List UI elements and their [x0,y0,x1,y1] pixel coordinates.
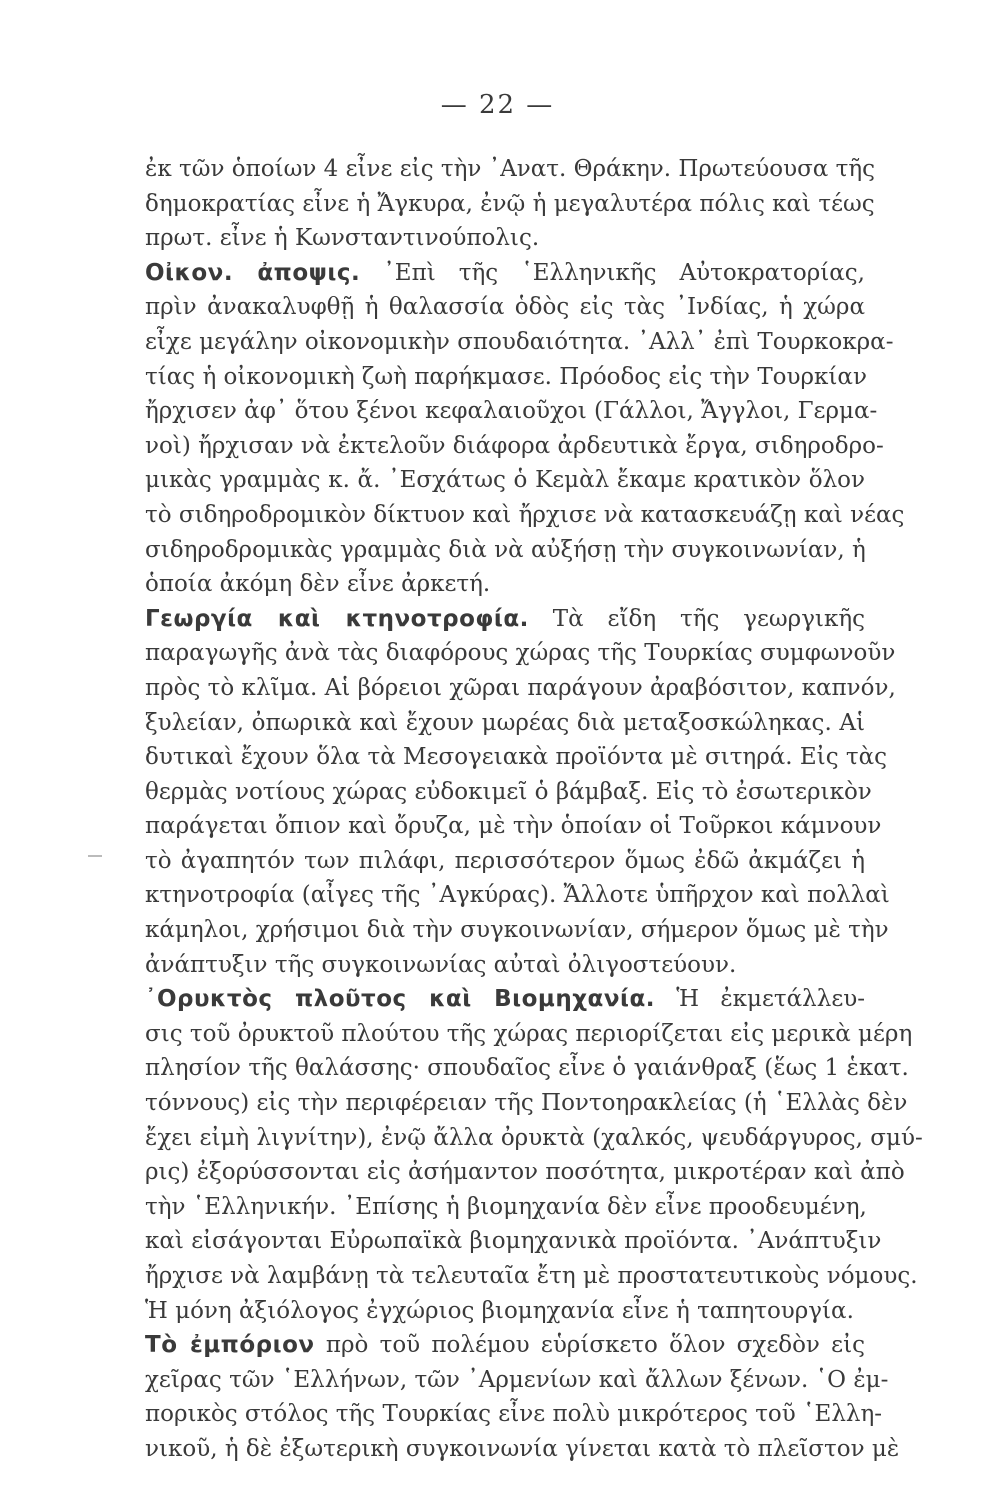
text-line [145,1259,918,1294]
line-text: πρὸς τὸ κλῖμα. Αἱ βόρειοι χῶραι παράγουν ἀραβόσιτον, καπνόν, [145,674,896,701]
line-text: παραγωγῆς ἀνὰ τὰς διαφόρους χώρας τῆς Τουρκίας συμφωνοῦν [145,640,896,667]
line-text: ἀνάπτυξιν τῆς συγκοινωνίας αὐταὶ ὀλιγοστεύουν. [145,951,737,978]
text-line [145,602,865,637]
line-text: τὸ σιδηροδρομικὸν δίκτυον καὶ ἤρχισε νὰ κατασκευάζῃ καὶ νέας [145,501,905,528]
line-text: δημοκρατίας εἶνε ἡ Ἄγκυρα, ἐνῷ ἡ μεγαλυτέρα πόλις καὶ τέως [145,190,875,217]
text-line [145,567,865,602]
section-heading: Γεωργία καὶ κτηνοτροφία. [145,605,529,632]
line-text: παράγεται ὄπιον καὶ ὄρυζα, μὲ τὴν ὁποίαν οἱ Τοῦρκοι κάμνουν [145,813,882,840]
text-line [145,533,865,568]
line-text: χεῖρας τῶν ῾Ελλήνων, τῶν ᾿Αρμενίων καὶ ἄλλων ξένων. ῾Ο ἐμ- [145,1366,889,1393]
text-line [145,775,872,810]
text-line [145,498,905,533]
text-line [145,948,865,983]
text-line [145,1121,923,1156]
line-text: ρις) ἐξορύσσονται εἰς ἀσήμαντον ποσότητα, μικροτέραν καὶ ἀπὸ [145,1159,905,1186]
line-text: καὶ εἰσάγονται Εὐρωπαϊκὰ βιομηχανικὰ προϊόντα. ᾿Ανάπτυξιν [145,1228,882,1255]
page-number: — 22 — [440,90,555,120]
line-text: τόννους) εἰς τὴν περιφέρειαν τῆς Ποντοηρακλείας (ἡ ῾Ελλὰς δὲν [145,1090,908,1117]
text-line [145,256,865,291]
line-text: Ἡ ἐκμετάλλευ- [655,986,866,1013]
line-text: ἤρχισε νὰ λαμβάνῃ τὰ τελευταῖα ἔτη μὲ προστατευτικοὺς νόμους. [145,1263,918,1289]
line-text: εἶχε μεγάλην οἰκονομικὴν σπουδαιότητα. ᾿Αλλ᾿ ἐπὶ Τουρκοκρα- [145,328,894,355]
line-text: Τὰ εἴδη τῆς γεωργικῆς [528,605,865,632]
text-line [145,1086,908,1121]
text-line [145,152,876,187]
line-text: κάμηλοι, χρήσιμοι διὰ τὴν συγκοινωνίαν, σήμερον ὅμως μὲ τὴν [145,917,889,944]
text-line [145,809,882,844]
section-heading: Τὸ ἐμπόριον [145,1332,315,1359]
text-line [145,671,896,706]
section-heading: ᾿Ορυκτὸς πλοῦτος καὶ Βιομηχανία. [145,986,656,1013]
line-text: ᾿Επὶ τῆς ῾Ελληνικῆς Αὐτοκρατορίας, [360,259,865,286]
line-text: τὸ ἀγαπητόν των πιλάφι, περισσότερον ὅμως ἐδῶ ἀκμάζει ἡ [145,847,865,874]
text-line [145,1017,913,1052]
text-line [145,1224,882,1259]
line-text: σις τοῦ ὀρυκτοῦ πλούτου τῆς χώρας περιορίζεται εἰς μερικὰ μέρη [145,1020,913,1047]
line-text: νικοῦ, ἡ δὲ ἐξωτερικὴ συγκοινωνία γίνεται κατὰ τὸ πλεῖστον μὲ [145,1435,900,1462]
line-text: νοὶ) ἤρχισαν νὰ ἐκτελοῦν διάφορα ἀρδευτικὰ ἔργα, σιδηροδρο- [145,432,884,459]
text-line [145,1363,889,1398]
line-text: πρωτ. εἶνε ἡ Κωνσταντινούπολις. [145,225,540,252]
text-line [145,636,896,671]
text-line [145,706,865,741]
line-text: Ἡ μόνη ἀξιόλογος ἐγχώριος βιομηχανία εἶνε ἡ ταπητουργία. [145,1297,854,1324]
line-text: πορικὸς στόλος τῆς Τουρκίας εἶνε πολὺ μικρότερος τοῦ ῾Ελλη- [145,1401,883,1428]
line-text: ἐκ τῶν ὁποίων 4 εἶνε εἰς τὴν ᾿Ανατ. Θράκην. Πρωτεύουσα τῆς [145,156,876,182]
line-text: μικὰς γραμμὰς κ. ἄ. ᾿Εσχάτως ὁ Κεμὰλ ἔκαμε κρατικὸν ὅλον [145,467,865,494]
section-heading: Οἰκον. ἀποψις. [145,259,361,286]
text-line [145,1397,883,1432]
line-text: θερμὰς νοτίους χώρας εὐδοκιμεῖ ὁ βάμβαξ. Εἰς τὸ ἐσωτερικὸν [145,778,872,805]
line-text: ξυλείαν, ὀπωρικὰ καὶ ἔχουν μωρέας διὰ μεταξοσκώληκας. Αἱ [145,709,865,736]
text-line [145,463,865,498]
line-text: ἤρχισεν ἀφ᾿ ὅτου ξένοι κεφαλαιοῦχοι (Γάλλοι, Ἄγγλοι, Γερμα- [145,398,878,425]
text-line [145,360,865,395]
line-text: ὁποία ἀκόμη δὲν εἶνε ἀρκετή. [145,571,491,598]
text-line [145,1328,865,1363]
line-text: τὴν ῾Ελληνικήν. ᾿Επίσης ἡ βιομηχανία δὲν εἶνε προοδευμένη, [145,1193,867,1220]
text-line [145,878,890,913]
text-line [145,221,865,256]
body-text [145,152,923,1467]
text-line [145,740,888,775]
text-line [145,290,865,325]
text-line [145,1294,865,1329]
line-text: πλησίον τῆς θαλάσσης· σπουδαῖος εἶνε ὁ γαιάνθραξ (ἕως 1 ἑκατ. [145,1055,909,1082]
text-line [145,1190,865,1225]
text-line [145,429,884,464]
text-line [145,1155,905,1190]
text-line [145,1432,900,1467]
text-line [145,1051,909,1086]
text-line [145,982,865,1017]
line-text: πρὸ τοῦ πολέμου εὑρίσκετο ὅλον σχεδὸν εἰς [314,1332,865,1359]
line-text: τίας ἡ οἰκονομικὴ ζωὴ παρήκμασε. Πρόοδος εἰς τὴν Τουρκίαν [145,363,867,390]
text-line [145,325,894,360]
text-line [145,394,878,429]
line-text: πρὶν ἀνακαλυφθῇ ἡ θαλασσία ὁδὸς εἰς τὰς ᾿Ινδίας, ἡ χώρα [145,294,865,321]
line-text: δυτικαὶ ἔχουν ὅλα τὰ Μεσογειακὰ προϊόντα μὲ σιτηρά. Εἰς τὰς [145,744,888,771]
text-line [145,913,889,948]
line-text: ἔχει εἰμὴ λιγνίτην), ἐνῷ ἄλλα ὀρυκτὰ (χαλκός, ψευδάργυρος, σμύ- [145,1124,923,1151]
margin-mark [88,855,102,857]
line-text: κτηνοτροφία (αἶγες τῆς ᾿Αγκύρας). Ἄλλοτε ὑπῆρχον καὶ πολλαὶ [145,882,890,909]
text-line [145,844,865,879]
line-text: σιδηροδρομικὰς γραμμὰς διὰ νὰ αὐξήσῃ τὴν συγκοινωνίαν, ἡ [145,536,866,563]
text-line [145,187,875,222]
